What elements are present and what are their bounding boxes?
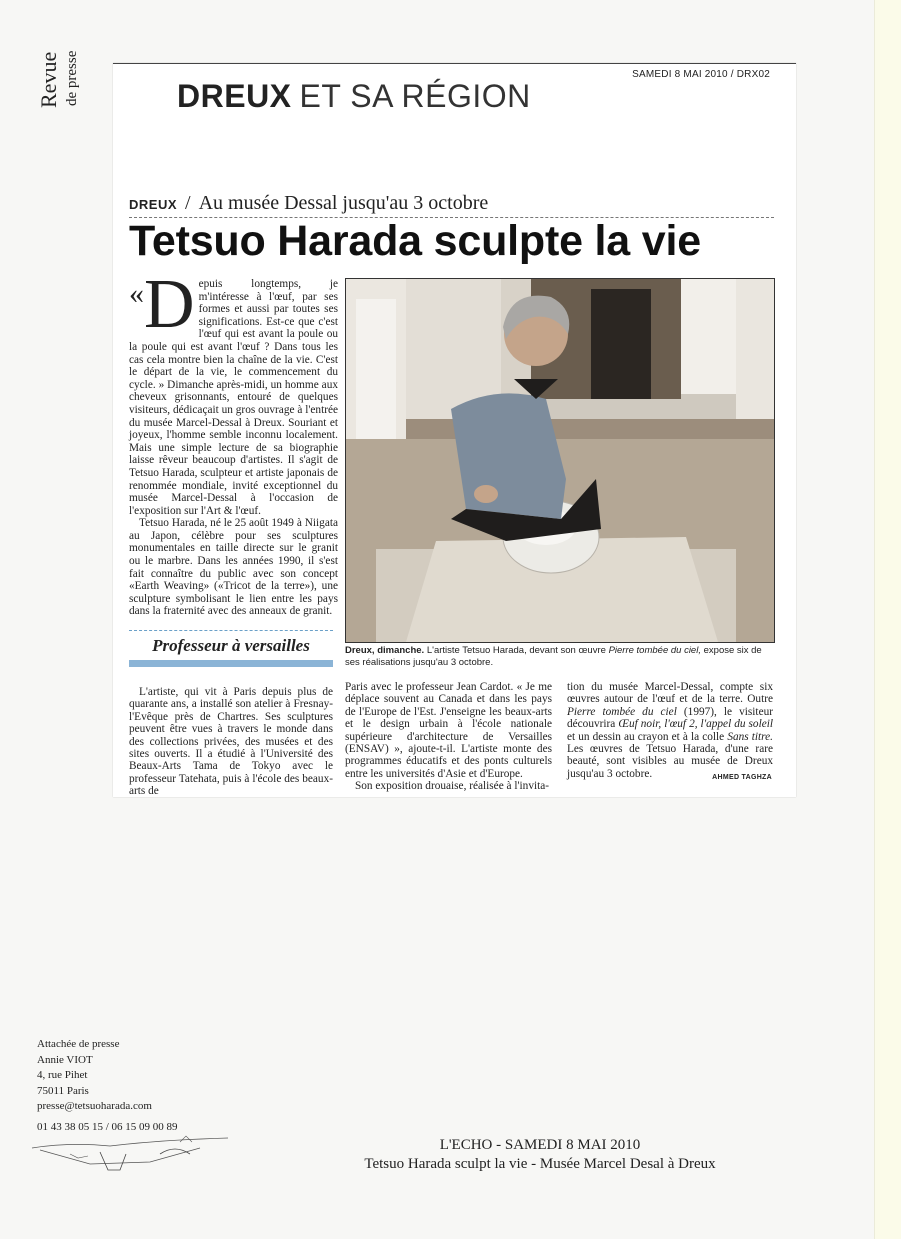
drop-cap [129,266,195,343]
section-title-bold: DREUX [177,78,292,114]
body-text: (1997), le visiteur découvrira [567,705,773,731]
body-paragraph [567,681,773,780]
footer [290,1136,790,1174]
press-role: Attachée de presse [37,1038,120,1050]
section-title-light: ET SA RÉGION [299,78,531,114]
press-phones: 01 43 38 05 15 / 06 15 09 00 89 [37,1120,178,1133]
kicker-separator: / [185,192,191,214]
body-column-1 [129,686,333,798]
body-paragraph: Son exposition drouaise, réalisée à l'invita- [355,780,550,793]
press-name: Annie VIOT [37,1053,93,1066]
artwork-title: Pierre tombée du ciel [567,705,677,718]
drop-cap-letter: D [144,266,195,343]
footer-source: L'ECHO - SAMEDI 8 MAI 2010 [439,1137,641,1153]
body-column-2 [345,681,552,793]
caption-italic: Pierre tombée du ciel, [608,645,701,656]
byline: AHMED TAGHZA [712,774,772,781]
subhead-bar [129,660,333,667]
press-contact [37,1037,178,1136]
body-paragraph: L'artiste, qui vit à Paris depuis plus de quarante ans, a installé son atelier à Fresnay-l'Evêque près de Chartres. Ses sculptures peuvent être vues à travers le monde dans des collections privées, des musées et des sites ouverts. Il a étudié à l'Université des Beaux-Arts Tama de Tokyo avec le professeur Tatehata, puis à l'école des beaux-arts de [129,686,333,798]
kicker-city: DREUX [129,197,178,212]
page-edge [874,0,901,1239]
press-city: 75011 Paris [37,1084,89,1097]
article-intro-column [129,266,338,618]
article-photo [345,278,775,643]
newspaper-clipping [113,63,796,797]
biography-paragraph: Tetsuo Harada, né le 25 août 1949 à Niigata au Japon, célèbre pour ses sculptures monumentales en taille directe sur le granit ou le marbre. Dans les années 1990, il s'est fait connaître du public avec son concept «Earth Weaving» («Tricot de la terre»), une sculpture symbolisant le lien entre les pays dans la fraternité avec des anneaux de granit. [129,517,338,618]
body-text: Les œuvres de Tetsuo Harada, d'une rare beauté, sont visibles au musée de Dreux jusqu'au 3 octobre. [567,743,773,780]
subhead: Professeur à versailles [152,636,310,655]
photo-artist-with-sculpture [346,279,774,642]
intro-text: epuis longtemps, je m'intéresse à l'œuf, par ses formes et aussi par toutes ses significations. Est-ce que c'est l'œuf qui est avant la poule ou la poule qui est avant l'œuf ? Dans tous les cas cela montre bien la chaîne de la vie. C'est le départ de la vie, le commencement du cycle. » Dimanche après-midi, un homme aux cheveux grisonnants, entouré de quelques visiteurs, dédicaçait un gros ouvrage à l'entrée du musée Marcel-Dessal à Dreux. Souriant et joyeux, l'homme semble inconnu localement. Mais une simple lecture de sa biographie laisse rêveur beaucoup d'artistes. Il s'agit de Tetsuo Harada, sculpteur et artiste japonais de renommée mondiale, invité exceptionnel du musée Marcel-Dessal à l'occasion de l'exposition sur l'Art & l'œuf. [129,278,338,517]
de-presse-text: de presse [64,50,80,106]
section-title [177,78,531,115]
footer-description: Tetsuo Harada sculpt la vie - Musée Marcel Desal à Dreux [364,1156,716,1172]
sculpture-sketch-logo [30,1134,230,1176]
headline: Tetsuo Harada sculpte la vie [129,217,701,265]
artwork-title: Sans titre. [727,730,773,743]
subhead-box [129,630,333,667]
date-line: SAMEDI 8 MAI 2010 / DRX02 [632,69,770,80]
photo-caption [345,645,775,669]
artwork-title: Œuf noir, l'œuf 2, l'appel du soleil [618,718,773,731]
kicker-text: Au musée Dessal jusqu'au 3 octobre [198,192,489,214]
revue-text: Revue [36,51,61,108]
caption-text-1: L'artiste Tetsuo Harada, devant son œuvre [426,645,606,656]
press-email[interactable]: presse@tetsuoharada.com [37,1100,152,1113]
drop-cap-quote: « [129,277,144,310]
press-street: 4, rue Pihet [37,1069,88,1082]
body-text: tion du musée Marcel-Dessal, compte six œuvres autour de l'œuf et de la terre. Outre [567,681,773,706]
intro-paragraph [129,266,338,517]
kicker [129,192,774,218]
body-text: et un dessin au crayon et à la colle [567,730,725,743]
body-paragraph: Paris avec le professeur Jean Cardot. « Je me déplace souvent au Canada et dans les pays de l'Europe de l'Est. J'enseigne les beaux-arts et le design urbain à l'école nationale supérieure d'architecture de Versailles (ENSAV) », ajoute-t-il. L'artiste monte des programmes éducatifs et des ponts culturels entre les universités d'Asie et d'Europe. [345,681,552,780]
revue-de-presse-label [36,30,96,110]
caption-bold: Dreux, dimanche. [345,645,425,656]
caption-text-2: expose six de ses réalisations jusqu'au 3 octobre. [345,645,762,668]
body-column-3 [567,681,773,780]
